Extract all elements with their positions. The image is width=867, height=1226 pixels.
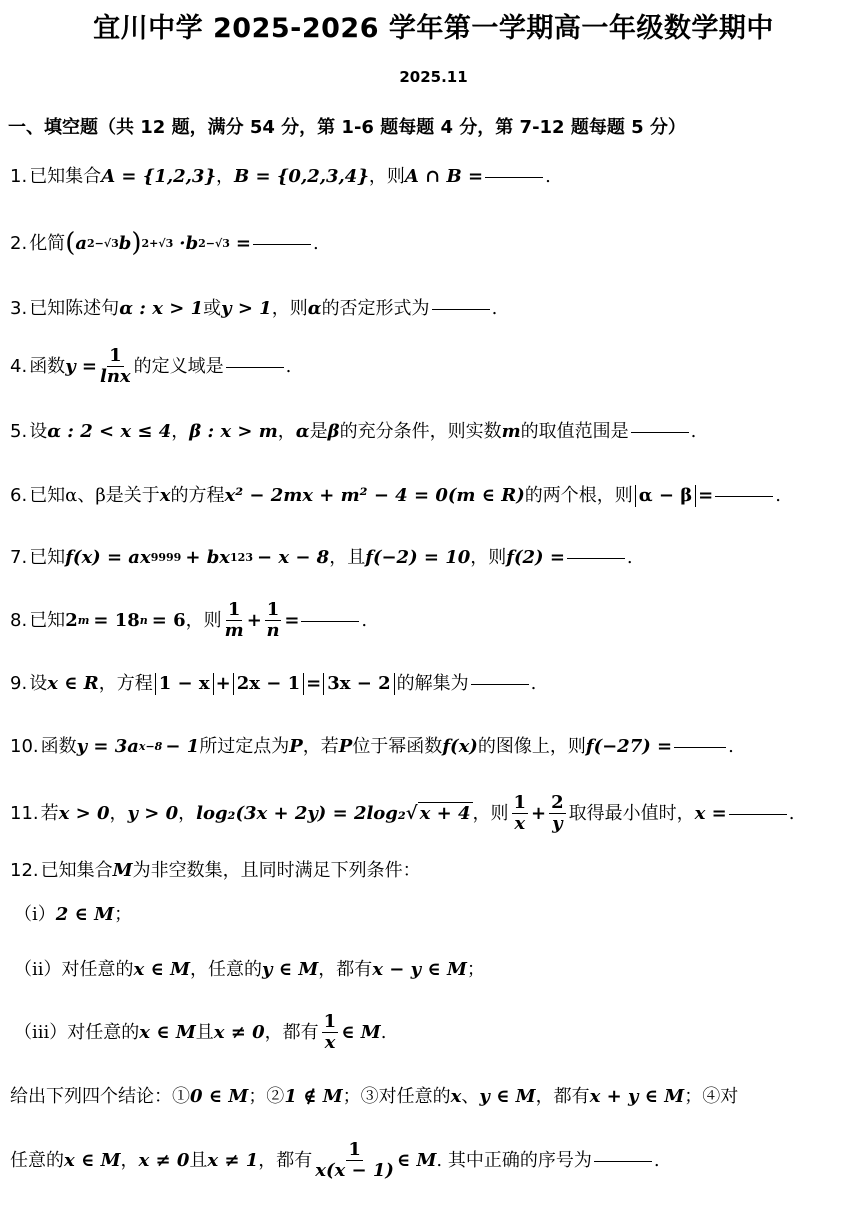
condition-2 (14, 959, 485, 981)
question-number: 7. (10, 547, 28, 568)
question-number: 10. (10, 736, 39, 757)
question-text: ，都有 (318, 959, 373, 980)
question-11 (10, 793, 794, 834)
question-text: 对任意的 (61, 959, 134, 980)
question-text: 函数 (29, 355, 66, 377)
math-expression: B = {0,2,3,4} (234, 166, 369, 187)
answer-blank[interactable] (631, 431, 689, 433)
denominator: m (224, 619, 244, 641)
math-expression: y = (65, 355, 97, 377)
punctuation: . (690, 421, 697, 442)
fraction (100, 346, 131, 387)
numerator: 1 (266, 599, 280, 620)
question-text: 为非空数集，且同时满足下列条件： (132, 860, 421, 881)
math-expression: y ∈ M (262, 959, 319, 980)
math-expression: a (75, 232, 88, 254)
conclusions-line-1 (10, 1086, 738, 1108)
punctuation: ， (277, 421, 296, 442)
math-expression: = (698, 485, 714, 506)
question-6 (10, 485, 781, 507)
math-expression: = 6 (151, 609, 186, 631)
math-expression: A ∩ B = (404, 166, 484, 187)
question-2 (10, 228, 319, 259)
math-expression: f(x) (442, 736, 478, 757)
page-title: 宜川中学 2025-2026 学年第一学期高一年级数学期中 (93, 13, 774, 44)
answer-blank[interactable] (674, 746, 726, 748)
punctuation: . (491, 298, 498, 319)
punctuation: . (788, 802, 795, 824)
question-text: 位于幂函数 (352, 736, 443, 757)
radicand: x + 4 (419, 803, 471, 825)
exam-date: 2025.11 (399, 68, 468, 86)
math-expression: x ∈ R (47, 673, 99, 694)
math-expression: 1 ∉ M (284, 1086, 343, 1107)
math-expression: α : 2 < x ≤ 4 (47, 421, 172, 442)
numerator: 1 (109, 345, 122, 366)
question-text: ；② (248, 1086, 285, 1107)
math-expression: x ∈ M (139, 1021, 196, 1043)
question-text: ，若 (302, 736, 339, 757)
exponent: 2+√3 (141, 237, 174, 250)
exponent: 2−√3 (198, 237, 230, 250)
question-text: ，则 (271, 298, 308, 319)
math-expression: x (159, 485, 171, 506)
math-expression: x + y ∈ M (589, 1086, 685, 1107)
fraction (315, 1140, 394, 1181)
question-text: 或 (203, 298, 222, 319)
question-text: 的取值范围是 (520, 421, 629, 442)
condition-label: （ⅱ） (14, 959, 62, 980)
exponent: n (139, 614, 148, 628)
question-12 (10, 860, 421, 882)
math-expression: log₂(3x + 2y) = 2log₂ (196, 802, 406, 824)
question-4 (10, 346, 291, 387)
question-number: 2. (10, 232, 28, 254)
math-expression: M (112, 860, 133, 881)
math-expression: β : x > m (189, 421, 278, 442)
punctuation: 、 (461, 1086, 480, 1107)
question-9 (10, 673, 536, 695)
question-number: 5. (10, 421, 28, 442)
punctuation: ， (216, 166, 235, 187)
punctuation: ； (114, 904, 133, 925)
math-expression: f(−27) = (585, 736, 673, 757)
question-text: ，则 (368, 166, 405, 187)
math-expression: f(−2) = 10 (365, 547, 471, 568)
answer-blank[interactable] (432, 308, 490, 310)
math-expression: b (118, 232, 132, 254)
question-text: ，则 (185, 609, 222, 631)
math-expression: ·b (179, 232, 199, 254)
question-7 (10, 547, 633, 569)
fraction (549, 793, 566, 834)
punctuation: . (530, 673, 537, 694)
answer-blank[interactable] (485, 176, 543, 178)
question-text: 的否定形式为 (321, 298, 430, 319)
math-expression: x ≠ 1 (207, 1149, 259, 1171)
question-text: ，都有 (264, 1021, 319, 1043)
question-text: 已知集合 (40, 860, 113, 881)
math-expression: x² − 2mx + m² − 4 = 0(m ∈ R) (224, 485, 525, 506)
question-text: 对任意的 (67, 1021, 140, 1043)
math-expression: 0 ∈ M (190, 1086, 249, 1107)
question-text: 已知α、β是关于 (29, 485, 160, 506)
paren: ( (65, 228, 76, 258)
question-text: ；④对 (684, 1086, 739, 1107)
exponent: 9999 (150, 551, 182, 565)
question-text: 取得最小值时， (568, 802, 695, 824)
math-expression: − x − 8 (256, 547, 330, 568)
math-expression: f(2) = (506, 547, 565, 568)
math-expression: 2 ∈ M (55, 904, 115, 925)
question-text: 已知 (29, 609, 66, 631)
answer-blank[interactable] (715, 495, 773, 497)
exponent: 123 (230, 551, 253, 565)
question-text: 且 (195, 1021, 214, 1043)
math-expression: = 18 (93, 609, 140, 631)
answer-blank[interactable] (567, 557, 625, 559)
math-expression: x ≠ 0 (213, 1021, 265, 1043)
question-text: ；③对任意的 (342, 1086, 451, 1107)
question-text: ，则 (472, 802, 509, 824)
math-expression: x − y ∈ M (372, 959, 467, 980)
fraction (322, 1012, 339, 1053)
question-text: 给出下列四个结论：① (10, 1086, 190, 1107)
question-text: 化简 (29, 232, 66, 254)
math-expression: β (327, 421, 340, 442)
question-text: 若 (40, 802, 59, 824)
question-text: 设 (29, 673, 48, 694)
punctuation: ， (109, 802, 128, 824)
math-expression: x ∈ M (64, 1149, 121, 1171)
exponent: 2−√3 (87, 237, 119, 250)
question-number: 1. (10, 166, 28, 187)
math-expression: − 1 (165, 736, 200, 757)
numerator: 1 (348, 1139, 361, 1160)
math-expression: = (235, 232, 252, 254)
math-expression: P (289, 736, 303, 757)
question-number: 11. (10, 802, 39, 824)
question-text: 的方程 (170, 485, 225, 506)
fraction (225, 600, 244, 641)
math-expression: f(x) = ax (65, 547, 151, 568)
paren: ) (131, 228, 142, 258)
absolute-value: 1 − x (155, 673, 214, 695)
question-text: 的解集为 (396, 673, 469, 694)
math-expression: P (338, 736, 353, 757)
section-heading: 一、填空题（共 12 题，满分 54 分，第 1-6 题每题 4 分，第 7-12 题每题 5 分） (8, 117, 686, 138)
question-text: 的定义域是 (133, 355, 224, 377)
math-expression: α (295, 421, 310, 442)
absolute-value: 3x − 2 (323, 673, 394, 695)
answer-blank[interactable] (471, 683, 529, 685)
condition-label: （ⅲ） (14, 1021, 68, 1043)
denominator: x(x − 1) (315, 1159, 394, 1181)
absolute-value: 2x − 1 (233, 673, 304, 695)
question-text: ，都有 (258, 1149, 313, 1171)
math-expression: α (307, 298, 322, 319)
question-number: 9. (10, 673, 28, 694)
condition-label: （ⅰ） (14, 904, 56, 925)
question-5 (10, 421, 696, 443)
denominator: n (266, 619, 280, 641)
answer-blank[interactable] (729, 813, 787, 815)
question-text: 任意的 (10, 1149, 64, 1171)
question-8 (10, 600, 367, 641)
question-text: 已知陈述句 (29, 298, 120, 319)
question-number: 3. (10, 298, 28, 319)
punctuation: ， (178, 802, 197, 824)
numerator: 1 (323, 1011, 337, 1032)
math-expression: = (306, 673, 322, 694)
math-expression: + (246, 609, 262, 631)
question-text: 是 (309, 421, 328, 442)
punctuation: . (380, 1021, 387, 1043)
denominator: y (552, 812, 563, 834)
question-text: 已知集合 (29, 166, 102, 187)
question-text: ，任意的 (190, 959, 263, 980)
condition-3 (14, 1012, 386, 1053)
math-expression: ∈ M (341, 1021, 381, 1043)
punctuation: . (545, 166, 551, 187)
answer-blank[interactable] (301, 620, 359, 622)
question-text: 的两个根，则 (524, 485, 633, 506)
punctuation: ， (120, 1149, 139, 1171)
question-text: ，方程 (98, 673, 153, 694)
fraction (512, 793, 529, 834)
question-10 (10, 736, 734, 758)
question-text: ，则 (470, 547, 507, 568)
question-text: 的充分条件，则实数 (339, 421, 502, 442)
math-expression: x ∈ M (133, 959, 191, 980)
numerator: 1 (513, 792, 527, 813)
exponent: m (77, 614, 90, 628)
question-text: ，且 (329, 547, 366, 568)
denominator: x (324, 1031, 336, 1053)
question-number: 12. (10, 860, 39, 881)
answer-blank[interactable] (226, 366, 284, 368)
math-expression: + (531, 802, 547, 824)
fraction (265, 600, 282, 641)
punctuation: . (653, 1149, 660, 1171)
math-expression: ∈ M (396, 1149, 437, 1171)
question-number: 4. (10, 355, 28, 377)
math-expression: x = (694, 802, 727, 824)
math-expression: α : x > 1 (119, 298, 204, 319)
math-expression: y = 3a (76, 736, 139, 757)
punctuation: . (626, 547, 633, 568)
math-expression: x ≠ 0 (138, 1149, 190, 1171)
numerator: 2 (551, 792, 564, 813)
math-expression: x > 0 (58, 802, 110, 824)
punctuation: . (313, 232, 319, 254)
math-expression: y > 1 (221, 298, 272, 319)
numerator: 1 (227, 599, 241, 620)
math-expression: y ∈ M (479, 1086, 536, 1107)
punctuation: . (775, 485, 781, 506)
answer-blank[interactable] (594, 1160, 652, 1162)
absolute-value: α − β (635, 485, 696, 507)
question-text: ，都有 (535, 1086, 590, 1107)
punctuation: ； (466, 959, 485, 980)
question-text: 设 (29, 421, 48, 442)
math-expression: + bx (185, 547, 231, 568)
sqrt-sign: √ (405, 802, 418, 824)
punctuation: ， (171, 421, 190, 442)
question-1 (10, 166, 551, 188)
punctuation: . (728, 736, 734, 757)
question-text: 函数 (40, 736, 77, 757)
punctuation: . (285, 355, 292, 377)
math-expression: = (284, 609, 300, 631)
question-number: 6. (10, 485, 28, 506)
condition-1 (14, 904, 132, 926)
denominator: lnx (100, 365, 131, 387)
math-expression: A = {1,2,3} (101, 166, 217, 187)
answer-blank[interactable] (253, 243, 311, 245)
question-text: 所过定点为 (199, 736, 290, 757)
question-3 (10, 298, 497, 320)
punctuation: . (361, 609, 368, 631)
conclusions-line-2 (10, 1140, 660, 1181)
exponent: x−8 (138, 740, 163, 754)
question-text: 且 (189, 1149, 208, 1171)
math-expression: y > 0 (127, 802, 179, 824)
question-text: 已知 (29, 547, 66, 568)
question-text: . 其中正确的序号为 (436, 1149, 592, 1171)
math-expression: x (450, 1086, 462, 1107)
denominator: x (514, 812, 526, 834)
math-expression: + (215, 673, 231, 694)
math-expression: m (501, 421, 521, 442)
math-expression: 2 (65, 609, 78, 631)
question-text: 的图像上，则 (477, 736, 586, 757)
question-number: 8. (10, 609, 28, 631)
